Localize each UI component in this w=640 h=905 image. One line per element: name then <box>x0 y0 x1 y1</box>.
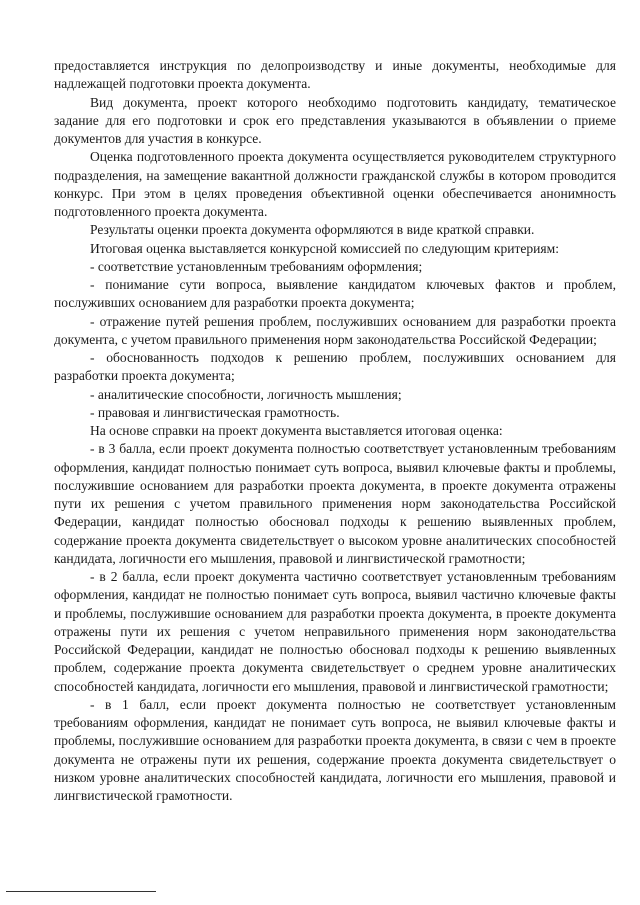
document-body <box>54 57 616 805</box>
score-2-points: - в 2 балла, если проект документа частично соответствует установленным требованиям оформления, кандидат не полностью понимает суть вопроса, выявил частично ключевые факты и проблемы, послужившие основанием для разработки проекта документа, в проекте документа отражены пути их решения с учетом неправильного применения норм законодательства Российской Федерации, кандидат не полностью обосновал подходы к решению выявленных проблем, содержание проекта документа свидетельствует о среднем уровне аналитических способностей кандидата, логичности его мышления, правовой и лингвистической грамотности; <box>54 569 616 694</box>
page-bottom-divider <box>6 891 156 892</box>
criterion-item: - понимание сути вопроса, выявление кандидатом ключевых фактов и проблем, послуживших основанием для разработки проекта документа; <box>54 277 616 311</box>
paragraph-document-type: Вид документа, проект которого необходимо подготовить кандидату, тематическое задание для его подготовки и срок его представления указываются в объявлении о приеме документов для участия в конкурсе. <box>54 94 616 146</box>
paragraph-evaluation-result: Результаты оценки проекта документа оформляются в виде краткой справки. <box>90 222 535 238</box>
score-3-points: - в 3 балла, если проект документа полностью соответствует установленным требованиям оформления, кандидат полностью понимает суть вопроса, выявил ключевые факты и проблемы, послужившие основанием для разработки проекта документа, в проекте документа отражены пути их решения с учетом правильного применения норм законодательства Российской Федерации, кандидат полностью обосновал подходы к решению выявленных проблем, содержание проекта документа свидетельствует о высоком уровне аналитических способностей кандидата, логичности его мышления, правовой и лингвистической грамотности; <box>54 441 616 566</box>
criterion-item: - соответствие установленным требованиям оформления; <box>90 258 423 274</box>
criterion-item: - аналитические способности, логичность мышления; <box>90 386 402 402</box>
criterion-item: - правовая и лингвистическая грамотность. <box>90 404 340 420</box>
paragraph-criteria-intro: Итоговая оценка выставляется конкурсной комиссией по следующим критериям: <box>90 240 560 256</box>
criterion-item: - отражение путей решения проблем, послуживших основанием для разработки проекта документа, с учетом правильного применения норм законодательства Российской Федерации; <box>54 313 616 347</box>
paragraph-score-intro: На основе справки на проект документа выставляется итоговая оценка: <box>90 423 503 438</box>
paragraph-instructions-continued: предоставляется инструкция по делопроизводству и иные документы, необходимые для надлежащей подготовки проекта документа. <box>54 58 616 92</box>
criterion-item: - обоснованность подходов к решению проблем, послуживших основанием для разработки проекта документа; <box>54 350 616 384</box>
score-1-point: - в 1 балл, если проект документа полностью не соответствует установленным требованиям оформления, кандидат не понимает суть вопроса, не выявил ключевые факты и проблемы, послужившие основанием для разработки проекта документа, в связи с чем в проекте документа не отражены пути их решения, содержание проекта документа свидетельствует о низком уровне аналитических способностей кандидата, логичности его мышления, правовой и лингвистической грамотности. <box>54 696 616 803</box>
paragraph-evaluation-procedure: Оценка подготовленного проекта документа осуществляется руководителем структурного подразделения, на замещение вакантной должности гражданской службы в котором проводится конкурс. При этом в целях проведения объективной оценки обеспечивается анонимность подготовленного проекта документа. <box>54 149 616 219</box>
